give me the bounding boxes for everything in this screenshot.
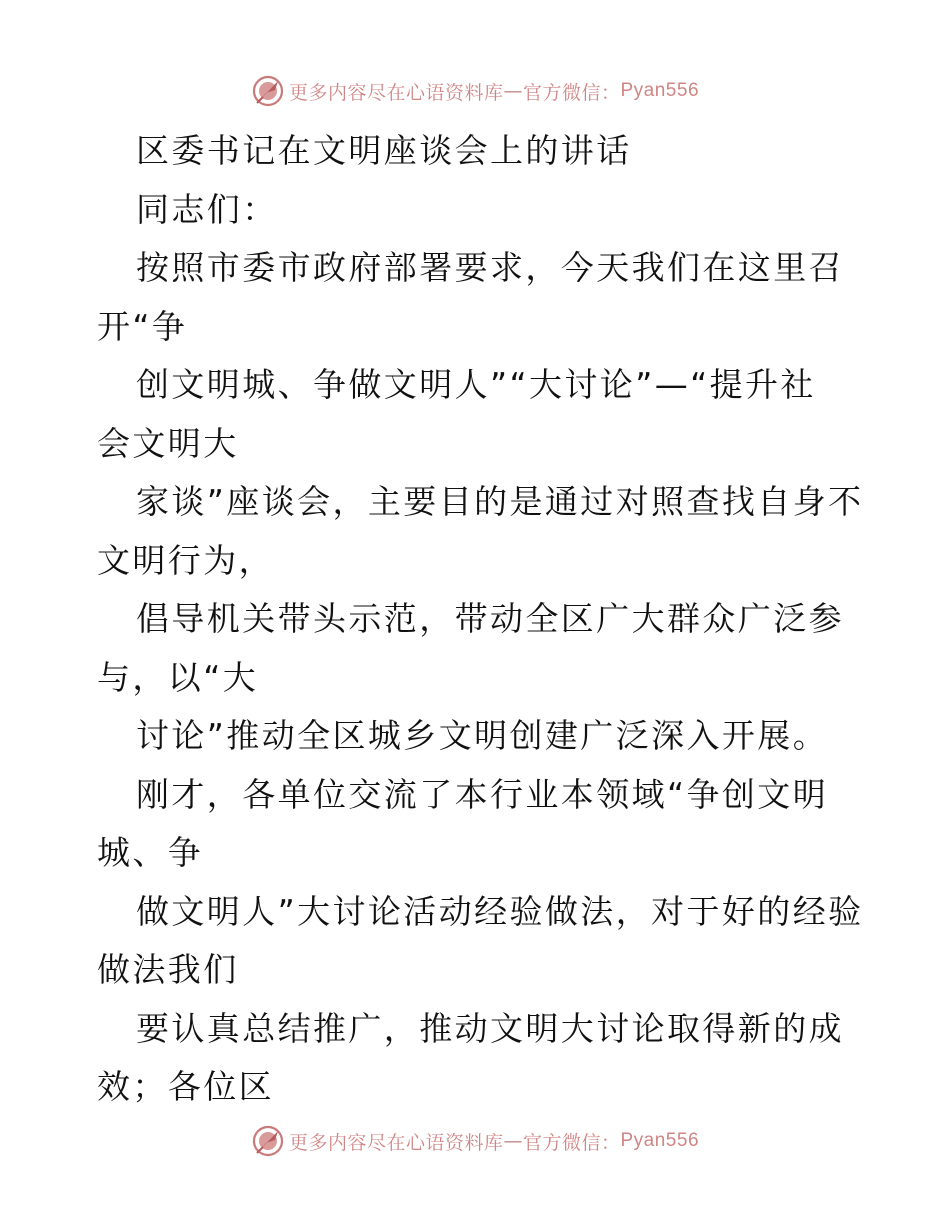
watermark-official-label: 官方微信：	[522, 81, 621, 104]
salutation: 同志们：	[136, 189, 278, 229]
paragraph-line: 城、争	[97, 833, 204, 872]
quill-seal-icon	[251, 74, 285, 108]
paragraph-line: 做文明人”大讨论活动经验做法，对于好的经验	[136, 891, 864, 931]
watermark-account: Pyan556	[620, 80, 700, 101]
paragraph-line: 讨论”推动全区城乡文明创建广泛深入开展。	[136, 716, 829, 755]
watermark-text: 更多内容尽在心语资料库	[288, 81, 504, 104]
paragraph-line: 效；各位区	[97, 1067, 274, 1106]
watermark-text: 更多内容尽在心语资料库	[288, 1131, 504, 1154]
watermark-account: Pyan556	[620, 1130, 700, 1151]
paragraph-line: 要认真总结推广，推动文明大讨论取得新的成	[136, 1008, 844, 1048]
paragraph-line: 家谈”座谈会，主要目的是通过对照查找自身不	[136, 482, 864, 521]
watermark-separator: —	[503, 1130, 523, 1152]
footer-watermark	[0, 1121, 950, 1161]
paragraph-line: 文明行为，	[97, 540, 274, 580]
paragraph-line: 倡导机关带头示范，带动全区广大群众广泛参	[136, 599, 844, 638]
watermark-official-label: 官方微信：	[522, 1131, 621, 1154]
document-body	[97, 122, 897, 1117]
header-watermark	[0, 71, 950, 111]
paragraph-line: 刚才，各单位交流了本行业本领域“争创文明	[136, 774, 829, 814]
paragraph-line: 会文明大	[97, 423, 239, 463]
paragraph-line: 按照市委市政府部署要求，今天我们在这里召	[136, 248, 844, 287]
paragraph-line: 开“争	[97, 306, 188, 346]
watermark-separator: —	[503, 80, 523, 102]
paragraph-line: 做法我们	[97, 950, 239, 989]
paragraph-line: 创文明城、争做文明人”“大讨论”—“提升社	[136, 365, 816, 404]
document-title: 区委书记在文明座谈会上的讲话	[136, 131, 632, 170]
quill-seal-icon	[251, 1124, 285, 1158]
paragraph-line: 与，以“大	[97, 657, 259, 697]
